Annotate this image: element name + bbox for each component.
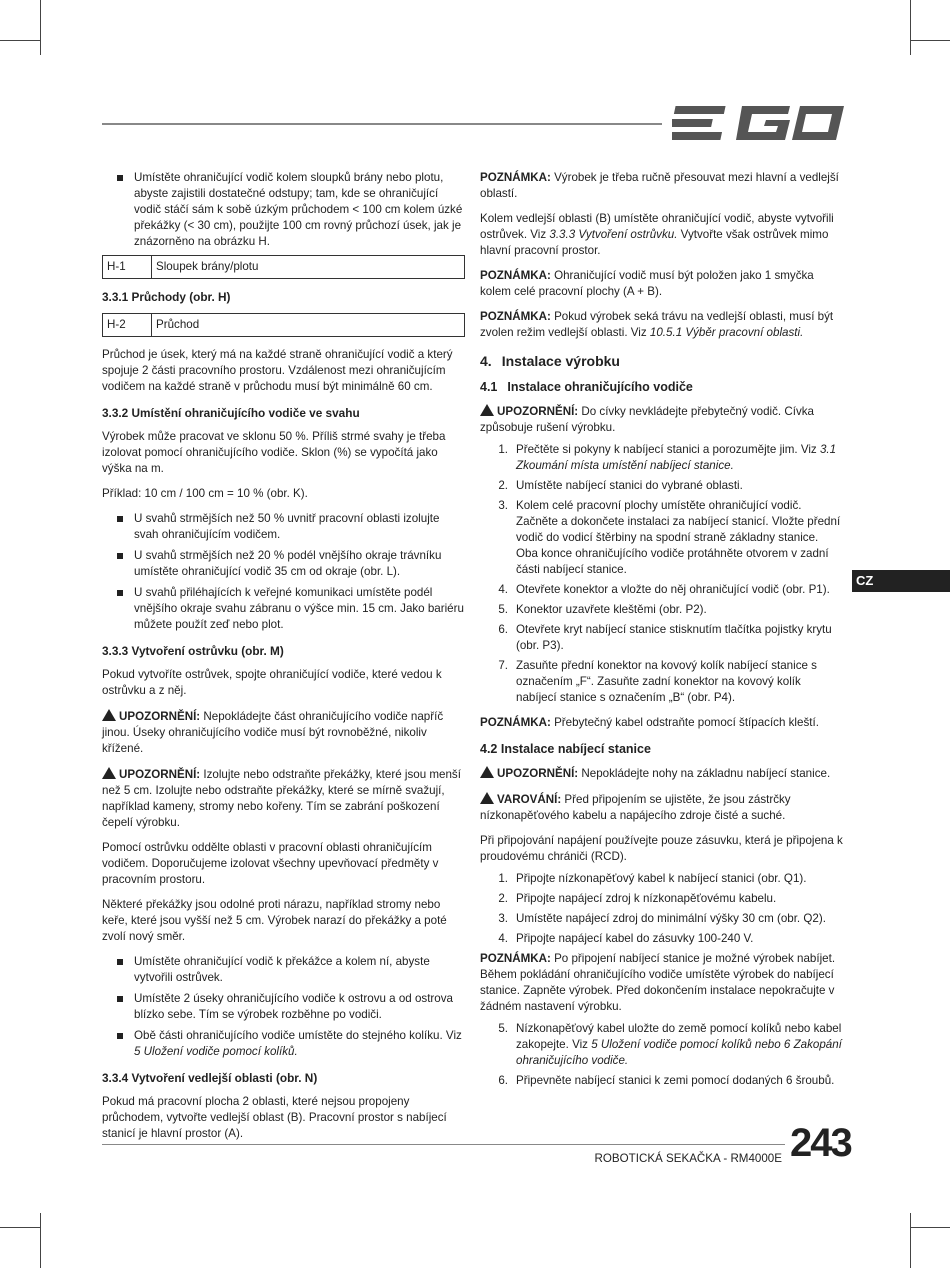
step-text: Umístěte napájecí zdroj do minimální výšky 30 cm (obr. Q2). — [516, 912, 826, 925]
step-number: 5. — [498, 1022, 508, 1035]
note-paragraph — [480, 268, 843, 300]
step-number: 1. — [498, 443, 508, 456]
section-heading: 4.2 Instalace nabíjecí stanice — [480, 742, 651, 756]
section-number: 4.1 — [480, 380, 498, 394]
list-item: U svahů strmějších než 20 % podél vnějšího okraje trávníku umístěte ohraničující vodič 35 cm od okraje (obr. L). — [102, 548, 465, 580]
list-item: U svahů přiléhajících k veřejné komunikaci umístěte podél vnějšího okraje svahu zábranu o výšce min. 15 cm. Jako bariéru můžete použít zeď nebo plot. — [102, 585, 465, 633]
crop-mark — [910, 40, 950, 41]
step-text: Připevněte nabíjecí stanici k zemi pomocí dodaných 6 šroubů. — [516, 1074, 835, 1087]
note-text: Výrobek je třeba ručně přesouvat mezi hlavní a vedlejší oblastí. — [480, 171, 839, 200]
step-number: 3. — [498, 912, 508, 925]
numbered-step — [480, 931, 843, 947]
language-tab: CZ — [852, 570, 950, 592]
warning-text: Do cívky nevkládejte přebytečný vodič. Cívka způsobuje rušení výrobku. — [480, 405, 814, 434]
note-text: Pokud výrobek seká trávu na vedlejší oblasti, musí být zvolen režim vedlejší oblasti. Viz — [480, 310, 834, 339]
step-text: Připojte napájecí zdroj k nízkonapěťovému kabelu. — [516, 892, 777, 905]
paragraph: Některé překážky jsou odolné proti nárazu, například stromy nebo keře, které jsou vyšší než 5 cm. Výrobek narazí do překážky a poté zvolí nový směr. — [102, 898, 447, 943]
crop-mark — [0, 40, 40, 41]
note-paragraph — [480, 715, 843, 731]
warning-icon — [480, 792, 494, 804]
paragraph: Pokud má pracovní plocha 2 oblasti, které nejsou propojeny průchodem, vytvořte vedlejší oblast (B). Pracovní prostor s nabíjecí stanicí je hlavní prostor (A). — [102, 1095, 447, 1140]
list-item — [102, 1028, 465, 1060]
warning-paragraph — [480, 765, 843, 782]
cross-reference: 10.5.1 Výběr pracovní oblasti. — [649, 326, 804, 339]
note-label: POZNÁMKA: — [480, 716, 551, 729]
warning-label: VAROVÁNÍ: — [497, 793, 562, 806]
list-item: Umístěte 2 úseky ohraničujícího vodiče k ostrovu a od ostrova blízko sebe. Tím se výrobek rozběhne po vodiči. — [102, 991, 465, 1023]
step-text: Umístěte nabíjecí stanici do vybrané oblasti. — [516, 479, 743, 492]
cross-reference: 3.1 Zkoumání místa umístění nabíjecí stanice. — [516, 443, 837, 472]
paragraph: Výrobek může pracovat ve sklonu 50 %. Příliš strmé svahy je třeba izolovat pomocí ohraničujícího vodiče. Sklon (%) se vypočítá jako výška na m. — [102, 430, 446, 475]
numbered-step — [480, 1021, 843, 1069]
figure-legend-table — [102, 313, 465, 337]
list-item: Umístěte ohraničující vodič kolem sloupků brány nebo plotu, abyste zajistili dostatečné odstupy; tam, kde se ohraničující vodič stáčí sám k sobě úzkým průchodem < 100 cm kolem úzké překážky (< 30 cm), použijte 100 cm rovný průchozí úsek, jak je znázorněno na obrázku H. — [102, 170, 465, 250]
section-heading: 3.3.3 Vytvoření ostrůvku (obr. M) — [102, 644, 284, 658]
step-text: Připojte napájecí kabel do zásuvky 100-240 V. — [516, 932, 754, 945]
warning-icon — [480, 766, 494, 778]
warning-label: UPOZORNĚNÍ: — [119, 768, 201, 781]
warning-label: UPOZORNĚNÍ: — [497, 405, 579, 418]
cross-reference: 5 Uložení vodiče pomocí kolíků. — [134, 1045, 298, 1058]
numbered-step — [480, 1073, 843, 1089]
crop-mark — [40, 1213, 41, 1268]
header-rule — [102, 123, 662, 125]
note-paragraph — [480, 170, 843, 202]
ego-logo — [672, 104, 844, 142]
paragraph-text: Kolem vedlejší oblasti (B) umístěte ohraničující vodič, abyste vytvořili ostrůvek. Viz — [480, 212, 834, 241]
legend-label: Průchod — [152, 314, 465, 337]
step-text: Nízkonapěťový kabel uložte do země pomocí kolíků nebo kabel zakopejte. Viz — [516, 1022, 842, 1051]
warning-paragraph — [102, 766, 465, 831]
note-label: POZNÁMKA: — [480, 310, 551, 323]
warning-paragraph — [480, 791, 843, 824]
paragraph: Pomocí ostrůvku oddělte oblasti v pracovní oblasti ohraničujícím vodičem. Doporučujeme izolovat všechny upevňovací předměty v pracovním prostoru. — [102, 841, 439, 886]
crop-mark — [910, 1213, 911, 1268]
warning-text: Nepokládejte nohy na základnu nabíjecí stanice. — [578, 767, 831, 780]
step-number: 6. — [498, 1074, 508, 1087]
chapter-heading — [480, 353, 843, 369]
left-column — [102, 170, 465, 1151]
step-number: 5. — [498, 603, 508, 616]
page-number: 243 — [790, 1121, 851, 1165]
crop-mark — [910, 1227, 950, 1228]
step-number: 1. — [498, 872, 508, 885]
step-number: 4. — [498, 583, 508, 596]
list-item: Umístěte ohraničující vodič k překážce a kolem ní, abyste vytvořili ostrůvek. — [102, 954, 465, 986]
legend-code: H-2 — [103, 314, 152, 337]
step-number: 6. — [498, 623, 508, 636]
section-title: Instalace ohraničujícího vodiče — [507, 380, 693, 394]
step-text: Přečtěte si pokyny k nabíjecí stanici a porozumějte jim. Viz — [516, 443, 820, 456]
numbered-step — [480, 602, 843, 618]
step-text: Kolem celé pracovní plochy umístěte ohraničující vodič. Začněte a dokončete instalaci za nabíjecí stanicí. Vložte přední vodič do vodicí štěrbiny na spodní straně základny stanice. Oba konce ohraničujícího vodiče protáhněte otvorem v zadní části nabíjecí stanice. — [516, 499, 841, 576]
paragraph — [480, 211, 843, 259]
section-heading — [480, 379, 843, 395]
section-heading: 3.3.4 Vytvoření vedlejší oblasti (obr. N) — [102, 1071, 318, 1085]
numbered-step — [480, 891, 843, 907]
note-text: Přebytečný kabel odstraňte pomocí štípacích kleští. — [550, 716, 819, 729]
warning-label: UPOZORNĚNÍ: — [497, 767, 579, 780]
numbered-step — [480, 658, 843, 706]
cross-reference: 5 Uložení vodiče pomocí kolíků nebo 6 Zakopání ohraničujícího vodiče. — [516, 1038, 842, 1067]
numbered-step — [480, 582, 843, 598]
warning-icon — [480, 404, 494, 416]
note-text: Po připojení nabíjecí stanice je možné výrobek nabíjet. Během pokládání ohraničujícího vodiče umístěte výrobek do nabíjecí stanice. Zapněte výrobek. Před dokončením instalace nepokračujte v žádném nastavení výrobku. — [480, 952, 836, 1013]
step-number: 2. — [498, 892, 508, 905]
numbered-step — [480, 622, 843, 654]
list-item-text: Obě části ohraničujícího vodiče umístěte do stejného kolíku. Viz — [134, 1029, 462, 1042]
legend-code: H-1 — [103, 256, 152, 279]
note-label: POZNÁMKA: — [480, 171, 551, 184]
crop-mark — [910, 0, 911, 55]
list-item: U svahů strmějších než 50 % uvnitř pracovní oblasti izolujte svah ohraničujícím vodičem. — [102, 511, 465, 543]
right-column — [480, 170, 843, 1093]
crop-mark — [0, 1227, 40, 1228]
footer-rule — [102, 1144, 785, 1145]
section-heading: 3.3.2 Umístění ohraničujícího vodiče ve svahu — [102, 406, 360, 420]
step-text: Otevřete kryt nabíjecí stanice stisknutím tlačítka pojistky krytu (obr. P3). — [516, 623, 832, 652]
numbered-step — [480, 442, 843, 474]
note-paragraph — [480, 951, 843, 1015]
crop-mark — [40, 0, 41, 55]
numbered-step — [480, 478, 843, 494]
step-number: 3. — [498, 499, 508, 512]
step-text: Připojte nízkonapěťový kabel k nabíjecí stanici (obr. Q1). — [516, 872, 807, 885]
warning-text: Nepokládejte část ohraničujícího vodiče napříč jinou. Úseky ohraničujícího vodiče musí být rovnoběžné, nikoliv křížené. — [102, 710, 444, 755]
chapter-number: 4. — [480, 353, 492, 369]
footer-product-name: ROBOTICKÁ SEKAČKA - RM4000E — [594, 1152, 782, 1165]
numbered-step — [480, 498, 843, 578]
figure-legend-table — [102, 255, 465, 279]
cross-reference: 3.3.3 Vytvoření ostrůvku. — [549, 228, 678, 241]
step-text: Otevřete konektor a vložte do něj ohraničující vodič (obr. P1). — [516, 583, 830, 596]
step-number: 2. — [498, 479, 508, 492]
paragraph: Příklad: 10 cm / 100 cm = 10 % (obr. K). — [102, 487, 308, 500]
paragraph: Při připojování napájení používejte pouze zásuvku, která je připojena k proudovému chrániči (RCD). — [480, 834, 843, 863]
section-heading: 3.3.1 Průchody (obr. H) — [102, 290, 231, 304]
warning-text: Před připojením se ujistěte, že jsou zástrčky nízkonapěťového kabelu a napájecího zdroje čisté a suché. — [480, 793, 791, 822]
step-text: Zasuňte přední konektor na kovový kolík nabíjecí stanice s označením „F“. Zasuňte zadní konektor na kovový kolík nabíjecí stanice s označením „B“ (obr. P4). — [516, 659, 817, 704]
paragraph: Průchod je úsek, který má na každé straně ohraničující vodič a který spojuje 2 části pracovního prostoru. Vzdálenost mezi ohraničujícím vodičem na každé straně v průchodu musí být minimálně 60 cm. — [102, 348, 453, 393]
step-text: Konektor uzavřete kleštěmi (obr. P2). — [516, 603, 707, 616]
note-paragraph — [480, 309, 843, 341]
paragraph-text: Vytvořte však ostrůvek mimo hlavní pracovní prostor. — [480, 228, 829, 257]
chapter-title: Instalace výrobku — [501, 353, 620, 369]
numbered-step — [480, 911, 843, 927]
legend-label: Sloupek brány/plotu — [152, 256, 465, 279]
warning-label: UPOZORNĚNÍ: — [119, 710, 201, 723]
paragraph: Pokud vytvoříte ostrůvek, spojte ohraničující vodiče, které vedou k ostrůvku a z něj. — [102, 668, 442, 697]
warning-icon — [102, 709, 116, 721]
note-text: Ohraničující vodič musí být položen jako 1 smyčka kolem celé pracovní plochy (A + B). — [480, 269, 814, 298]
warning-paragraph — [102, 708, 465, 757]
step-number: 4. — [498, 932, 508, 945]
warning-icon — [102, 767, 116, 779]
step-number: 7. — [498, 659, 508, 672]
warning-text: Izolujte nebo odstraňte překážky, které jsou menší než 5 cm. Izolujte nebo odstraňte překážky, které se mírně svažují, například kameny, stromy nebo kořeny. Tím se zabrání poškození čepelí výrobku. — [102, 768, 461, 829]
numbered-step — [480, 871, 843, 887]
note-label: POZNÁMKA: — [480, 269, 551, 282]
note-label: POZNÁMKA: — [480, 952, 551, 965]
warning-paragraph — [480, 403, 843, 436]
